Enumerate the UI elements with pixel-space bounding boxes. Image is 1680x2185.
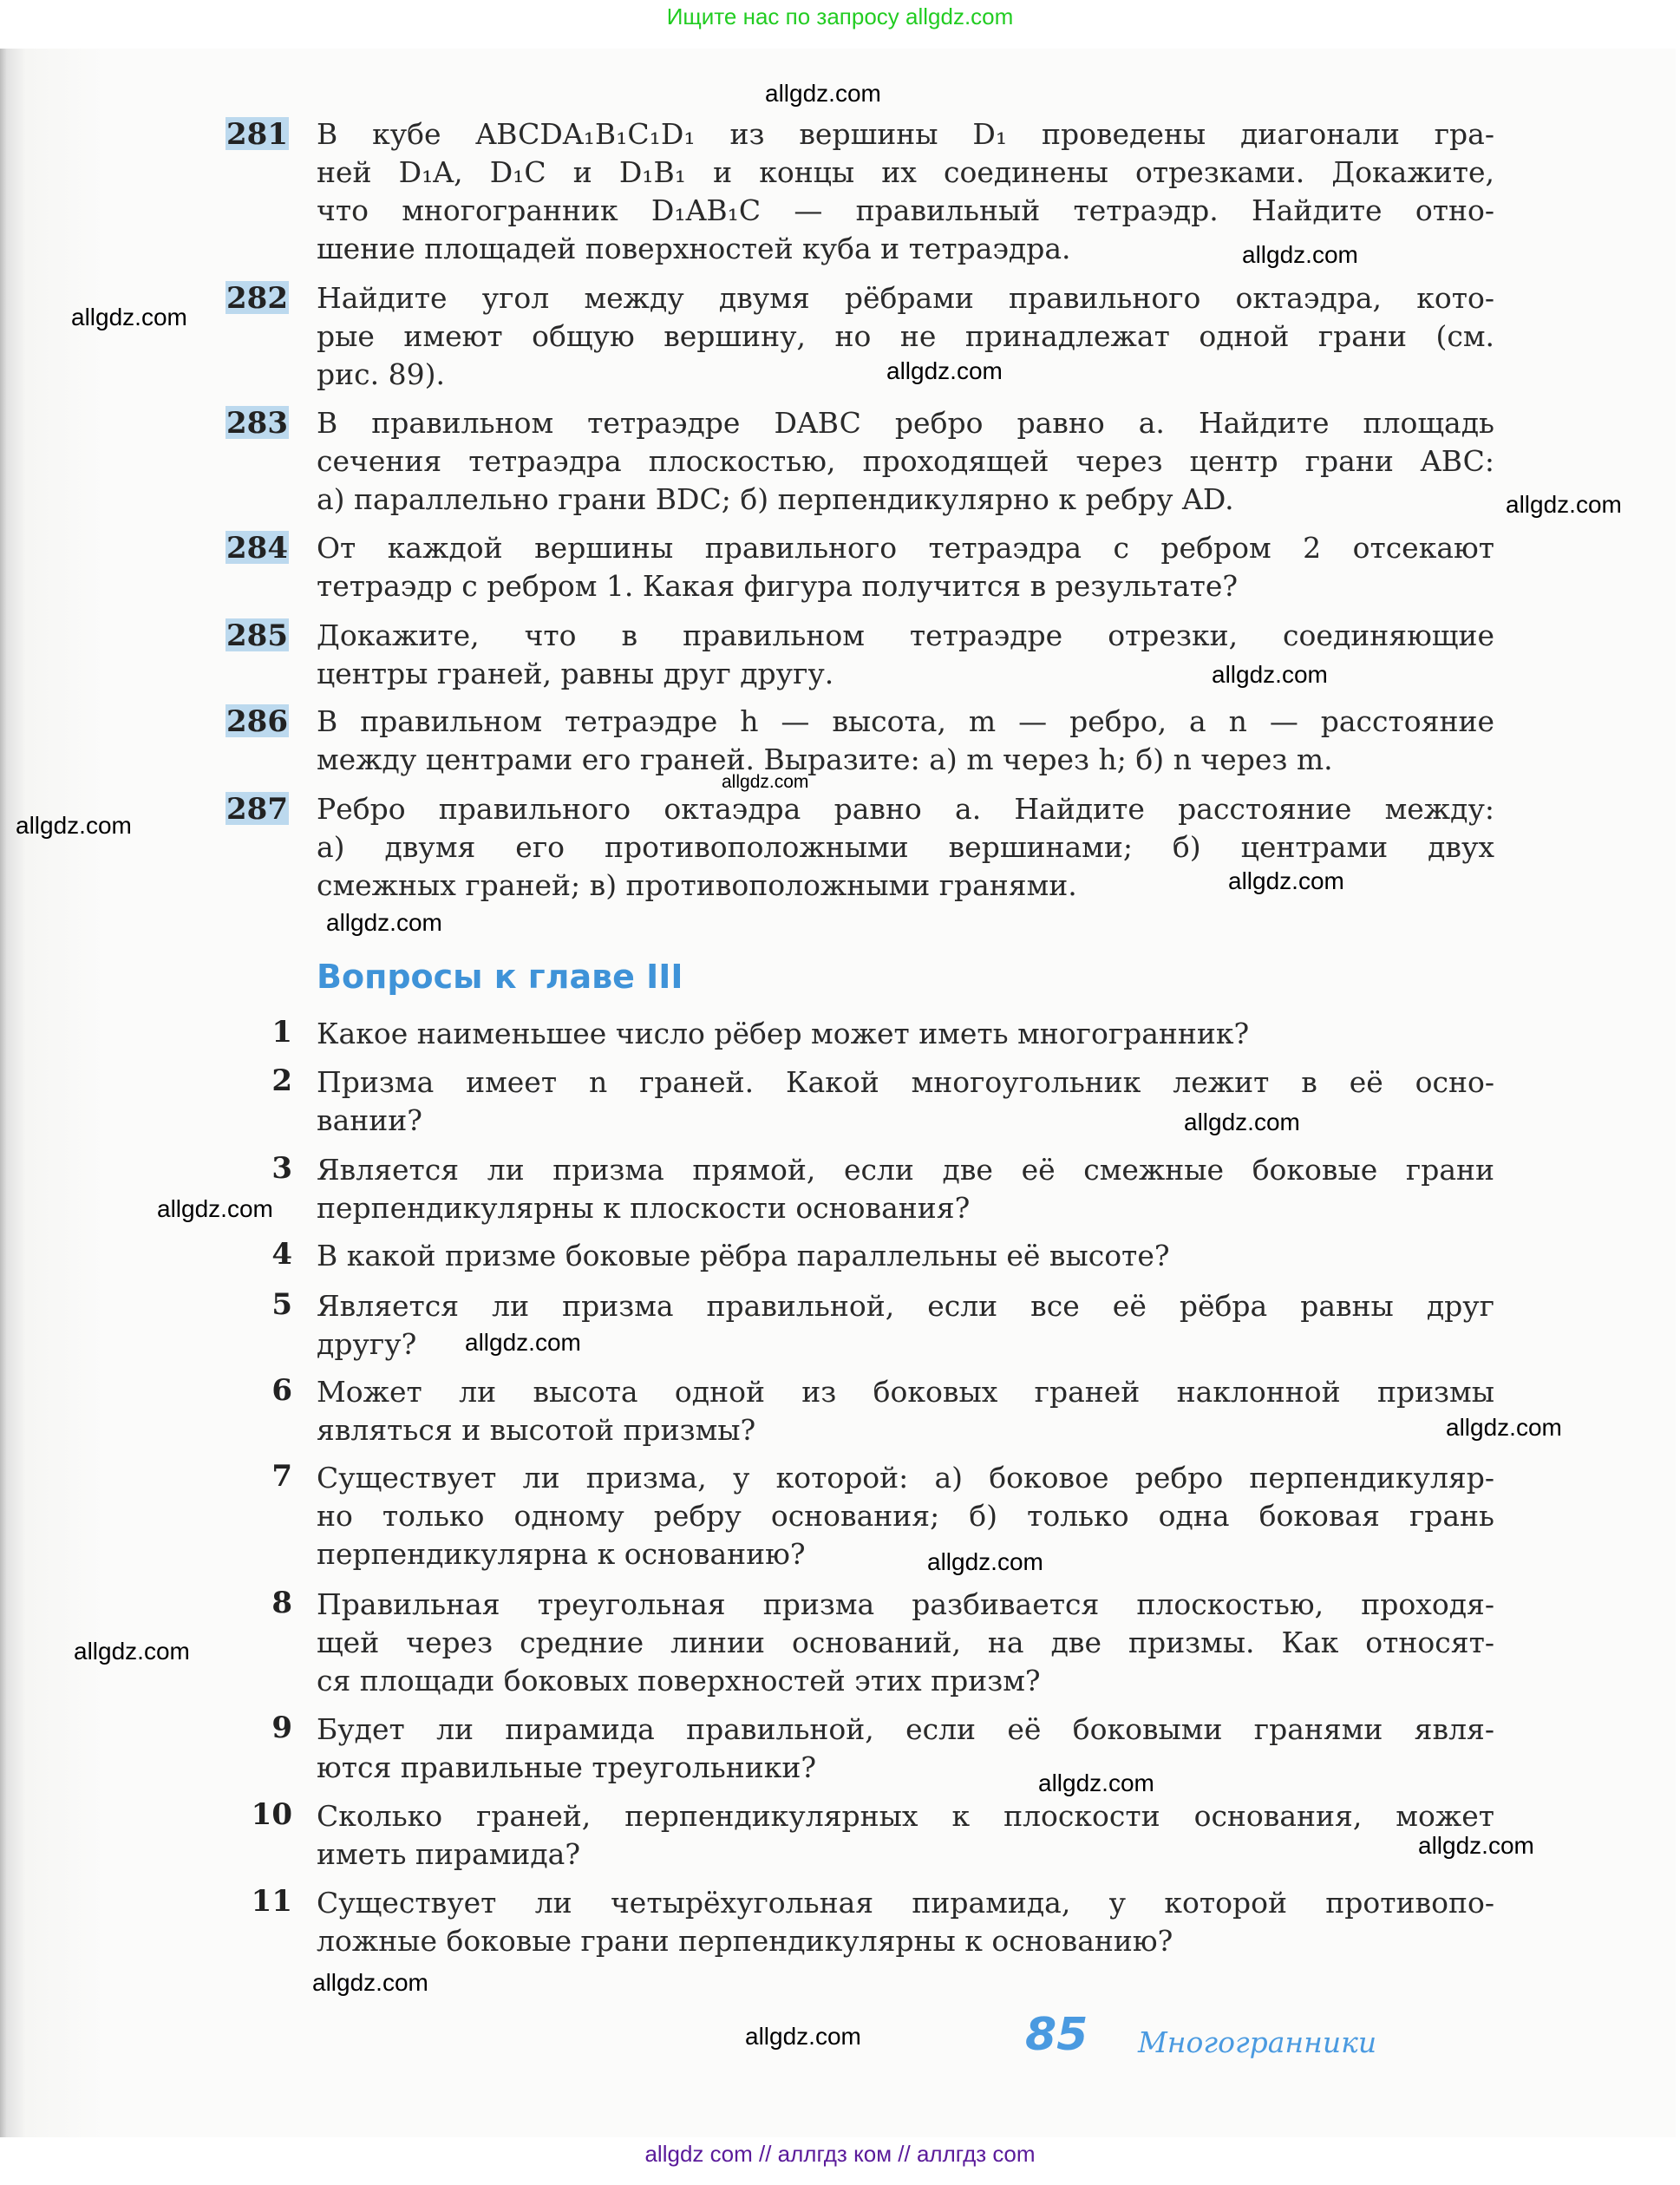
watermark: allgdz.com <box>1242 241 1358 268</box>
question-number: 10 <box>251 1797 292 1832</box>
question-number: 11 <box>251 1884 292 1919</box>
text-line: Ребро правильного октаэдра равно a. Найдите расстояние между: <box>317 792 1494 826</box>
watermark: allgdz.com <box>927 1548 1043 1575</box>
question-number: 3 <box>271 1151 292 1186</box>
text-line: тетраэдр с ребром 1. Какая фигура получится в результате? <box>317 569 1239 603</box>
text-line: Правильная треугольная призма разбивается плоскостью, проходя- <box>317 1587 1494 1621</box>
watermark: allgdz.com <box>312 1969 428 1996</box>
watermark: allgdz.com <box>722 772 809 792</box>
question-item <box>271 1373 1494 1449</box>
text-line: В правильном тетраэдре h — высота, m — ребро, а n — расстояние <box>317 704 1494 738</box>
text-line: вании? <box>317 1103 422 1137</box>
text-line: смежных граней; в) противоположными гранями. <box>317 868 1077 902</box>
problem-number: 282 <box>226 281 288 316</box>
text-line: являться и высотой призмы? <box>317 1413 756 1447</box>
text-line: перпендикулярны к плоскости основания? <box>317 1191 971 1225</box>
problem-number: 286 <box>226 704 288 739</box>
text-line: Является ли призма прямой, если две её смежные боковые грани <box>317 1153 1494 1187</box>
question-item <box>271 1711 1494 1787</box>
text-line: Может ли высота одной из боковых граней наклонной призмы <box>317 1375 1494 1409</box>
watermark: allgdz.com <box>74 1638 190 1665</box>
text-line: Будет ли пирамида правильной, если её боковыми гранями явля- <box>317 1712 1494 1746</box>
watermark: allgdz.com <box>465 1329 581 1356</box>
text-line: Какое наименьшее число рёбер может иметь многогранник? <box>317 1017 1250 1050</box>
question-item <box>251 1797 1494 1874</box>
bottom-links[interactable]: allgdz com // аллгдз ком // аллгдз com <box>644 2141 1036 2167</box>
problem-number: 285 <box>226 618 288 653</box>
text-line: Найдите угол между двумя рёбрами правильного октаэдра, кото- <box>317 281 1494 315</box>
watermark: allgdz.com <box>1446 1414 1562 1441</box>
question-item <box>271 1015 1494 1053</box>
watermark: allgdz.com <box>1506 491 1622 518</box>
watermark: allgdz.com <box>1418 1832 1534 1859</box>
watermark: allgdz.com <box>886 357 1003 384</box>
question-item <box>271 1237 1494 1275</box>
text-line: В кубе ABCDA₁B₁C₁D₁ из вершины D₁ проведены диагонали гра- <box>317 117 1494 151</box>
text-line: В правильном тетраэдре DABC ребро равно a. Найдите площадь <box>317 406 1494 440</box>
chapter-title: Многогранники <box>1138 2025 1377 2059</box>
text-line: перпендикулярна к основанию? <box>317 1537 806 1571</box>
problem-item <box>226 703 1494 779</box>
question-number: 1 <box>271 1015 292 1050</box>
text-line: но только одному ребру основания; б) только одна боковая грань <box>317 1499 1494 1533</box>
text-line: Докажите, что в правильном тетраэдре отрезки, соединяющие <box>317 618 1494 652</box>
text-line: а) двумя его противоположными вершинами; б) центрами двух <box>317 830 1494 864</box>
text-line: рые имеют общую вершину, но не принадлежат одной грани (см. <box>317 319 1494 353</box>
text-line: В какой призме боковые рёбра параллельны её высоте? <box>317 1239 1170 1272</box>
question-item <box>271 1151 1494 1227</box>
watermark: allgdz.com <box>326 909 442 936</box>
watermark: allgdz.com <box>71 304 187 330</box>
text-line: Существует ли призма, у которой: а) боковое ребро перпендикуляр- <box>317 1461 1494 1495</box>
problem-number: 287 <box>226 792 288 827</box>
text-line: рис. 89). <box>317 357 445 391</box>
text-line: щей через средние линии оснований, на две призмы. Как относят- <box>317 1626 1494 1659</box>
text-line: Существует ли четырёхугольная пирамида, у которой противопо- <box>317 1886 1494 1920</box>
question-number: 8 <box>271 1586 292 1620</box>
text-line: ложные боковые грани перпендикулярны к основанию? <box>317 1924 1173 1958</box>
question-item <box>271 1586 1494 1700</box>
text-line: между центрами его граней. Выразите: а) m через h; б) n через m. <box>317 743 1333 776</box>
question-item <box>271 1459 1494 1573</box>
watermark: allgdz.com <box>745 2023 861 2050</box>
problem-number: 281 <box>226 117 288 152</box>
text-line: От каждой вершины правильного тетраэдра с ребром 2 отсекают <box>317 531 1494 565</box>
watermark: allgdz.com <box>1184 1109 1300 1135</box>
text-line: ются правильные треугольники? <box>317 1750 817 1784</box>
text-line: иметь пирамида? <box>317 1837 581 1871</box>
text-line: ней D₁A, D₁C и D₁B₁ и концы их соединены отрезками. Докажите, <box>317 155 1494 189</box>
watermark: allgdz.com <box>1212 661 1328 688</box>
search-banner: Ищите нас по запросу allgdz.com <box>666 3 1014 29</box>
text-line: Призма имеет n граней. Какой многоугольник лежит в её осно- <box>317 1065 1494 1099</box>
question-number: 9 <box>271 1711 292 1745</box>
watermark: allgdz.com <box>765 80 881 107</box>
question-item <box>251 1884 1494 1960</box>
text-line: а) параллельно грани BDC; б) перпендикулярно к ребру AD. <box>317 482 1234 516</box>
watermark: allgdz.com <box>1038 1770 1154 1796</box>
question-number: 2 <box>271 1063 292 1098</box>
text-line: центры граней, равны друг другу. <box>317 657 834 690</box>
question-number: 6 <box>271 1373 292 1408</box>
question-number: 7 <box>271 1459 292 1494</box>
question-number: 5 <box>271 1287 292 1322</box>
question-item <box>271 1063 1494 1140</box>
page-number: 85 <box>1025 2009 1088 2061</box>
text-line: ся площади боковых поверхностей этих призм? <box>317 1664 1041 1698</box>
watermark: allgdz.com <box>16 812 132 839</box>
problem-number: 283 <box>226 406 288 441</box>
problem-item <box>226 404 1494 519</box>
text-line: что многогранник D₁AB₁C — правильный тетраэдр. Найдите отно- <box>317 193 1494 227</box>
text-line: сечения тетраэдра плоскостью, проходящей через центр грани ABC: <box>317 444 1494 478</box>
text-line: Сколько граней, перпендикулярных к плоскости основания, может <box>317 1799 1494 1833</box>
text-line: шение площадей поверхностей куба и тетраэдра. <box>317 232 1071 265</box>
watermark: allgdz.com <box>157 1195 273 1222</box>
problem-item <box>226 529 1494 605</box>
text-line: другу? <box>317 1327 417 1361</box>
text-line: Является ли призма правильной, если все её рёбра равны друг <box>317 1289 1494 1323</box>
problem-number: 284 <box>226 531 288 566</box>
watermark: allgdz.com <box>1228 867 1344 894</box>
chapter-questions-heading: Вопросы к главе III <box>317 958 683 996</box>
question-number: 4 <box>271 1237 292 1272</box>
